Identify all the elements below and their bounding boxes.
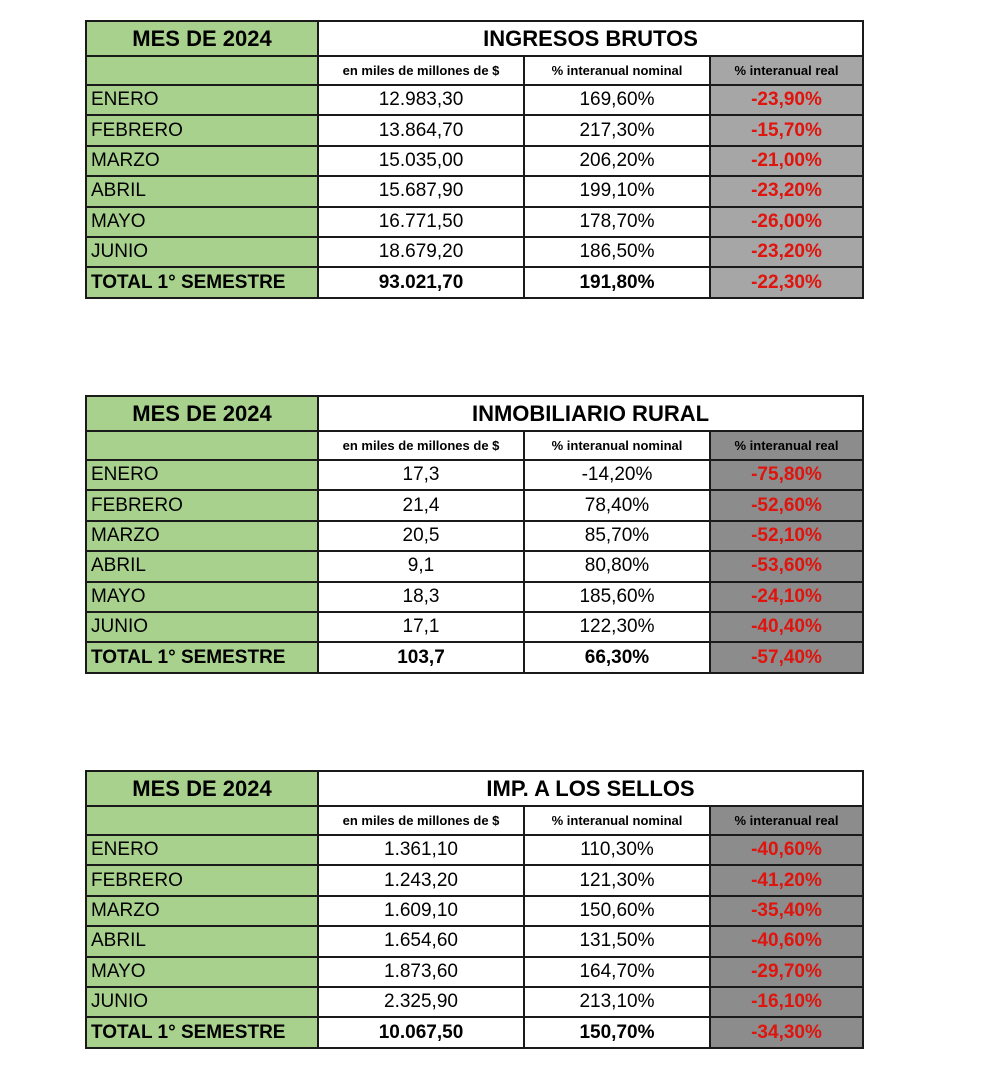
col-real-header: % interanual real: [710, 56, 863, 85]
month-cell: FEBRERO: [86, 865, 318, 895]
total-label: TOTAL 1° SEMESTRE: [86, 267, 318, 297]
total-row: [86, 642, 863, 672]
month-cell: ENERO: [86, 85, 318, 115]
nominal-cell: 131,50%: [524, 926, 710, 956]
amount-cell: 20,5: [318, 521, 524, 551]
real-cell: -21,00%: [710, 146, 863, 176]
real-cell: -26,00%: [710, 207, 863, 237]
table-row: [86, 896, 863, 926]
real-cell: -52,10%: [710, 521, 863, 551]
table-row: [86, 85, 863, 115]
month-header-blank: [86, 806, 318, 835]
month-header: MES DE 2024: [86, 771, 318, 806]
real-cell: -29,70%: [710, 957, 863, 987]
table-row: [86, 612, 863, 642]
table-row: [86, 207, 863, 237]
total-amount: 103,7: [318, 642, 524, 672]
month-cell: ABRIL: [86, 176, 318, 206]
month-cell: MARZO: [86, 896, 318, 926]
tax-title: INMOBILIARIO RURAL: [318, 396, 863, 431]
real-cell: -23,20%: [710, 176, 863, 206]
col-nominal-header: % interanual nominal: [524, 806, 710, 835]
nominal-cell: 185,60%: [524, 582, 710, 612]
table-row: [86, 115, 863, 145]
col-amount-header: en miles de millones de $: [318, 806, 524, 835]
real-cell: -40,60%: [710, 835, 863, 865]
nominal-cell: 199,10%: [524, 176, 710, 206]
total-nominal: 66,30%: [524, 642, 710, 672]
nominal-cell: 122,30%: [524, 612, 710, 642]
tax-title: INGRESOS BRUTOS: [318, 21, 863, 56]
table-row: [86, 237, 863, 267]
amount-cell: 1.361,10: [318, 835, 524, 865]
table-row: [86, 460, 863, 490]
month-cell: MAYO: [86, 582, 318, 612]
table-row: [86, 521, 863, 551]
amount-cell: 18,3: [318, 582, 524, 612]
table-row: [86, 176, 863, 206]
total-real: -57,40%: [710, 642, 863, 672]
col-real-header: % interanual real: [710, 431, 863, 460]
tax-table-ingresos-brutos: [85, 20, 864, 299]
month-header-blank: [86, 56, 318, 85]
total-row: [86, 1017, 863, 1047]
table-row: [86, 926, 863, 956]
real-cell: -53,60%: [710, 551, 863, 581]
amount-cell: 18.679,20: [318, 237, 524, 267]
nominal-cell: 213,10%: [524, 987, 710, 1017]
month-cell: ENERO: [86, 460, 318, 490]
amount-cell: 1.609,10: [318, 896, 524, 926]
table-row: [86, 551, 863, 581]
table-row: [86, 957, 863, 987]
month-cell: FEBRERO: [86, 490, 318, 520]
nominal-cell: -14,20%: [524, 460, 710, 490]
tax-table-imp-sellos: [85, 770, 864, 1049]
amount-cell: 1.243,20: [318, 865, 524, 895]
amount-cell: 13.864,70: [318, 115, 524, 145]
table-row: [86, 835, 863, 865]
nominal-cell: 178,70%: [524, 207, 710, 237]
amount-cell: 17,3: [318, 460, 524, 490]
nominal-cell: 80,80%: [524, 551, 710, 581]
real-cell: -23,90%: [710, 85, 863, 115]
total-real: -34,30%: [710, 1017, 863, 1047]
tax-table-inmobiliario-rural: [85, 395, 864, 674]
amount-cell: 9,1: [318, 551, 524, 581]
nominal-cell: 150,60%: [524, 896, 710, 926]
nominal-cell: 164,70%: [524, 957, 710, 987]
month-cell: JUNIO: [86, 237, 318, 267]
total-amount: 10.067,50: [318, 1017, 524, 1047]
real-cell: -23,20%: [710, 237, 863, 267]
amount-cell: 15.687,90: [318, 176, 524, 206]
real-cell: -35,40%: [710, 896, 863, 926]
total-real: -22,30%: [710, 267, 863, 297]
amount-cell: 16.771,50: [318, 207, 524, 237]
table-row: [86, 865, 863, 895]
col-real-header: % interanual real: [710, 806, 863, 835]
amount-cell: 2.325,90: [318, 987, 524, 1017]
month-cell: ABRIL: [86, 926, 318, 956]
nominal-cell: 169,60%: [524, 85, 710, 115]
total-row: [86, 267, 863, 297]
real-cell: -15,70%: [710, 115, 863, 145]
total-label: TOTAL 1° SEMESTRE: [86, 642, 318, 672]
col-nominal-header: % interanual nominal: [524, 56, 710, 85]
table-row: [86, 490, 863, 520]
nominal-cell: 110,30%: [524, 835, 710, 865]
month-cell: FEBRERO: [86, 115, 318, 145]
nominal-cell: 217,30%: [524, 115, 710, 145]
real-cell: -16,10%: [710, 987, 863, 1017]
total-amount: 93.021,70: [318, 267, 524, 297]
month-cell: MARZO: [86, 146, 318, 176]
month-cell: MAYO: [86, 957, 318, 987]
real-cell: -52,60%: [710, 490, 863, 520]
amount-cell: 1.654,60: [318, 926, 524, 956]
month-cell: ENERO: [86, 835, 318, 865]
table-row: [86, 146, 863, 176]
total-nominal: 150,70%: [524, 1017, 710, 1047]
month-cell: MAYO: [86, 207, 318, 237]
tax-title: IMP. A LOS SELLOS: [318, 771, 863, 806]
month-cell: ABRIL: [86, 551, 318, 581]
amount-cell: 21,4: [318, 490, 524, 520]
real-cell: -40,60%: [710, 926, 863, 956]
amount-cell: 17,1: [318, 612, 524, 642]
table-row: [86, 987, 863, 1017]
nominal-cell: 186,50%: [524, 237, 710, 267]
real-cell: -75,80%: [710, 460, 863, 490]
nominal-cell: 85,70%: [524, 521, 710, 551]
amount-cell: 15.035,00: [318, 146, 524, 176]
col-amount-header: en miles de millones de $: [318, 431, 524, 460]
month-header: MES DE 2024: [86, 21, 318, 56]
month-cell: JUNIO: [86, 987, 318, 1017]
table-row: [86, 582, 863, 612]
real-cell: -24,10%: [710, 582, 863, 612]
total-nominal: 191,80%: [524, 267, 710, 297]
col-amount-header: en miles de millones de $: [318, 56, 524, 85]
col-nominal-header: % interanual nominal: [524, 431, 710, 460]
month-cell: JUNIO: [86, 612, 318, 642]
month-cell: MARZO: [86, 521, 318, 551]
total-label: TOTAL 1° SEMESTRE: [86, 1017, 318, 1047]
real-cell: -40,40%: [710, 612, 863, 642]
nominal-cell: 206,20%: [524, 146, 710, 176]
nominal-cell: 121,30%: [524, 865, 710, 895]
amount-cell: 1.873,60: [318, 957, 524, 987]
month-header-blank: [86, 431, 318, 460]
month-header: MES DE 2024: [86, 396, 318, 431]
nominal-cell: 78,40%: [524, 490, 710, 520]
amount-cell: 12.983,30: [318, 85, 524, 115]
real-cell: -41,20%: [710, 865, 863, 895]
